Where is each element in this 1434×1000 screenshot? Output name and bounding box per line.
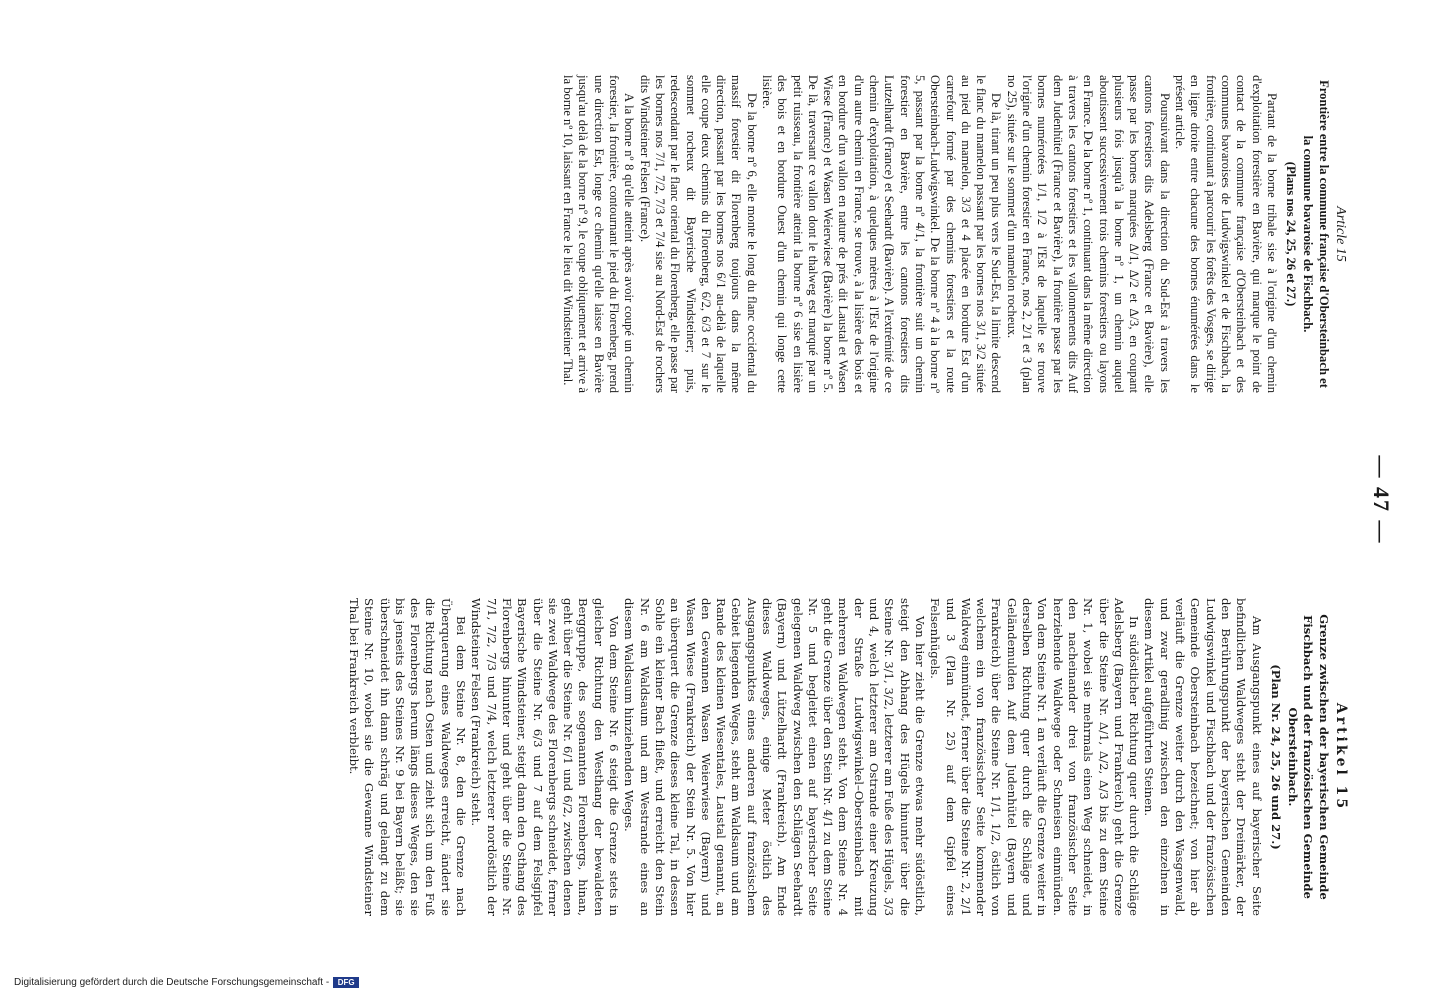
german-paragraph: Am Ausgangspunkt eines auf bayerischer Seite befindlichen Waldweges steht der Dreimärker, der den Berührungspunkt der bayerischen Gemeinden Ludwigswinkel und Fischbach und der französischen Gemeinde Obersteinbach bezeichnet; von hier ab verläuft die Grenze weiter durch den Wasgenwald, und zwar geradlinig zwischen den einzelnen in diesem Artikel aufgeführten Steinen. bbox=[1142, 598, 1264, 916]
german-paragraph: Von hier zieht die Grenze etwas mehr südöstlich, steigt den Abhang des Hügels hinunter über die Steine Nr. 3/1, 3/2, letzterer am Fuße des Hügels, 3/3 und 4, welch letzterer am Ostrande einer Kreuzung der Straße Ludwigswinkel–Obersteinbach mit mehreren Waldwegen steht. Von dem Steine Nr. 4 geht die Grenze über den Stein Nr. 4/1 zu dem Steine Nr. 5 und begleitet einen auf bayerischer Seite gelegenen Waldweg zwischen den Schlägen Seehardt (Bayern) und Lützelhardt (Frankreich). Am Ende dieses Waldweges, einige Meter östlich des Ausgangspunktes eines anderen auf französischem Gebiet liegenden Weges, steht am Waldsaum und am Rande des kleinen Wiesentales, Laustal genannt, an den Gewannen Wasen Weierwiese (Bayern) und Wasen Wiese (Frankreich) der Stein Nr. 5. Von hier an überquert die Grenze dieses kleine Tal, in dessen Sohle ein kleiner Bach fließt, und erreicht den Stein Nr. 6 am Waldsaum und am Westrande eines an diesem Waldsaum hinziehenden Weges. bbox=[622, 598, 927, 916]
french-article-title: Frontière entre la commune française d'Obersteinbach et la commune bavaroise de Fischbach. bbox=[1301, 80, 1331, 388]
french-plans-reference: (Plans nos 24, 25, 26 et 27.) bbox=[1284, 161, 1299, 307]
french-paragraph: De la borne nº 6, elle monte le long du flanc occidental du massif forestier dit Florenberg toujours dans la même direction, passant par les bornes nos 6/1 au-delà de laquelle elle coupe deux chemins du Florenberg, 6/2, 6/3 et 7 sur le sommet rocheux dit Bayerische Windsteiner; puis, redescendant par le flanc oriental du Florenberg, elle passe par les bornes nos 7/1, 7/2, 7/3 et 7/4 sise au Nord-Est de rochers dits Windsteiner Felsen (France). bbox=[637, 75, 759, 393]
german-paragraph: Bei dem Steine Nr. 8, den die Grenze nach Überquerung eines Waldweges erreicht, ändert sie die Richtung nach Osten und zieht sich um den Fuß des Florenbergs herum längs dieses Weges, den sie bis jenseits des Steines Nr. 9 bei Bayern beläßt; sie überschneidet ihn dann schräg und gelangt zu dem Steine Nr. 10, wobei sie die Gewanne Windsteiner Thal bei Frankreich verbleibt. bbox=[347, 598, 469, 916]
footer-text: Digitalisierung gefördert durch die Deutsche Forschungsgemeinschaft - bbox=[14, 977, 330, 988]
digitization-footer bbox=[14, 977, 359, 988]
french-column bbox=[560, 75, 1348, 393]
french-paragraph: A la borne nº 8 qu'elle atteint après avoir coupé un chemin forestier, la frontière, contournant le pied du Florenberg, prend une direction Est, longe ce chemin qu'elle laisse en Bavière jusqu'au delà de la borne nº 9, le coupe obliquement et arrive à la borne nº 10, laissant en France le lieu dit Windsteiner Thal. bbox=[561, 75, 637, 393]
page-number: — 47 — bbox=[1369, 455, 1394, 545]
french-paragraph: De là, tirant un peu plus vers le Sud-Est, la limite descend le flanc du mamelon passant par les bornes nos 3/1, 3/2 située au pied du mamelon, 3/3 et 4 placée en bordure Est d'un carrefour formé par des chemins forestiers et la route Obersteinbach-Ludwigswinkel. De la borne nº 4 à la borne nº 5, passant par la borne nº 4/1, la frontière suit un chemin forestier en Bavière, entre les cantons forestiers dits Lutzelhardt (France) et Seehardt (Bavière). A l'extrémité de ce chemin d'exploitation, à quelques mètres à l'Est de l'origine d'un autre chemin en France, se trouve, à la lisière des bois et en bordure d'un vallon en nature de prés dit Laustal et Wasen Wiese (France) et Wasen Weierwiese (Bavière) la borne nº 5. De là, traversant ce vallon dont le thalweg est marqué par un petit ruisseau, la frontière atteint la borne nº 6 sise en lisière des bois et en bordure Ouest d'un chemin qui longe cette lisière. bbox=[760, 75, 1004, 393]
german-plans-reference: (Plan Nr. 24, 25, 26 und 27.) bbox=[1268, 664, 1283, 850]
french-paragraph: Poursuivant dans la direction du Sud-Est à travers les cantons forestiers dits Adelsberg (France et Bavière), elle passe par les bornes marquées Δ/1, Δ/2 et Δ/3, en coupant plusieurs fois jusqu'à la borne nº 1, un chemin auquel aboutissent successivement trois chemins forestiers ou layons en France. De la borne nº 1, continuant dans la même direction à travers les cantons forestiers et les vallonnements dits Auf dem Judenhütel (France et Bavière), la frontière passe par les bornes numérotées 1/1, 1/2 à l'Est de laquelle se trouve l'origine d'un chemin forestier en France, nos 2, 2/1 et 3 (plan no 25), située sur le sommet d'un mamelon rocheux. bbox=[1004, 75, 1172, 393]
german-column bbox=[346, 598, 1348, 916]
german-paragraph: Von dem Steine Nr. 6 steigt die Grenze stets in gleicher Richtung den Westhang der bewaldeten Berggruppe, des sogenannten Florenbergs, hinan, geht über die Steine Nr. 6/1 und 6/2, zwischen denen sie zwei Waldwege des Florenbergs schneidet, ferner über die Steine Nr. 6/3 und 7 auf dem Felsgipfel Bayerische Windsteiner, steigt dann den Osthang des Florenbergs hinunter und geht über die Steine Nr. 7/1, 7/2, 7/3 und 7/4, welch letzterer nordöstlich der Windsteiner Felsen (Frankreich) steht. bbox=[469, 598, 622, 916]
german-article-heading: Artikel 15 bbox=[1333, 702, 1349, 812]
german-article-title: Grenze zwischen der bayerischen Gemeinde Fischbach und der französischen Gemeinde Obersteinbach. bbox=[1286, 614, 1331, 900]
french-paragraph: Partant de la borne tribale sise à l'origine d'un chemin d'exploitation forestière en Bavière, qui marque le point de contact de la commune française d'Obersteinbach et des communes bavaroises de Ludwigswinkel et de Fischbach, la frontière, continuant à parcourir les forêts des Vosges, se dirige en ligne droite entre chacune des bornes énumérées dans le présent article. bbox=[1173, 75, 1279, 393]
german-paragraph: In südöstlicher Richtung quer durch die Schläge Adelsberg (Bayern und Frankreich) geht die Grenze über die Steine Nr. Δ/1, Δ/2, Δ/3 bis zu dem Steine Nr. 1, wobei sie mehrmals einen Weg schneidet, in den nacheinander drei von französischer Seite herziehende Waldwege oder Schneisen einmünden. Von dem Steine Nr. 1 an verläuft die Grenze weiter in derselben Richtung quer durch die Schläge und Geländemulden Auf dem Judenhütel (Bayern und Frankreich) über die Steine Nr. 1/1, 1/2, östlich von welchem ein von französischer Seite kommender Waldweg einmündet, ferner über die Steine Nr. 2, 2/1 und 3 (Plan Nr. 25) auf dem Gipfel eines Felsenhügels. bbox=[928, 598, 1142, 916]
dfg-logo: DFG bbox=[333, 977, 359, 988]
french-article-heading: Article 15 bbox=[1333, 206, 1348, 262]
